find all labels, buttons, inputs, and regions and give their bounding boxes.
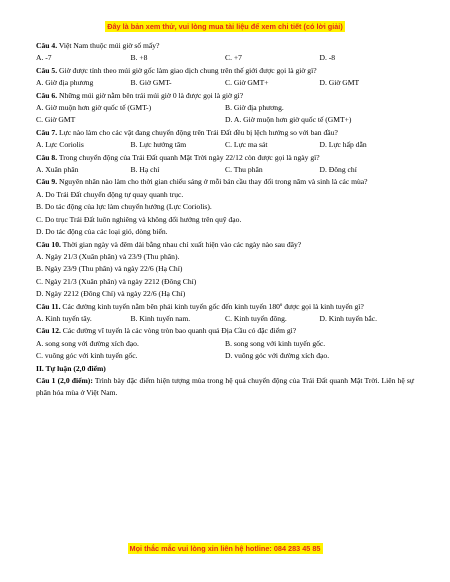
question-text: Những múi giờ nằm bên trái múi giờ 0 là được gọi là giờ gì? bbox=[57, 90, 244, 100]
option-a: A. Ngày 21/3 (Xuân phân) và 23/9 (Thu phân). bbox=[36, 251, 180, 261]
option-d: D. Lực hấp dẫn bbox=[319, 140, 367, 150]
option-a: A. Lực Coriolis bbox=[36, 140, 84, 150]
option-c: C. +7 bbox=[225, 53, 242, 63]
question-10 bbox=[36, 239, 414, 251]
option-b: B. song song với kinh tuyến gốc. bbox=[225, 338, 326, 348]
question-text: Thời gian ngày và đêm dài bằng nhau chỉ xuất hiện vào các ngày nào sau đây? bbox=[60, 239, 302, 249]
question-text: Trình bày đặc điểm hiện tượng mùa trong hệ quả chuyển động của Trái Đất quanh Mặt Trời. Liên hệ sự phân hóa mùa ở Việt Nam. bbox=[36, 375, 414, 398]
question-4-options bbox=[36, 52, 414, 64]
question-9 bbox=[36, 176, 414, 188]
option-c: C. Ngày 21/3 (Xuân phân) và ngày 2212 (Đông Chí) bbox=[36, 276, 197, 286]
question-7-options bbox=[36, 139, 414, 151]
section-heading: II. Tự luận (2,0 điểm) bbox=[36, 363, 106, 373]
option-d: D. Đông chí bbox=[319, 165, 357, 175]
option-a: A. Giờ địa phương bbox=[36, 78, 94, 88]
question-12-options-row2 bbox=[36, 350, 414, 362]
question-8-options bbox=[36, 164, 414, 176]
question-6 bbox=[36, 90, 414, 102]
question-number: Câu 5. bbox=[36, 65, 58, 75]
question-text: Các đường vĩ tuyến là các vòng tròn bao quanh quả Địa Cầu có đặc điểm gì? bbox=[60, 326, 297, 336]
question-5 bbox=[36, 65, 414, 77]
hotline-footer bbox=[0, 544, 450, 553]
question-8 bbox=[36, 152, 414, 164]
question-12 bbox=[36, 325, 414, 337]
question-6-options-row1 bbox=[36, 102, 414, 114]
option-c: C. vuông góc với kinh tuyến gốc. bbox=[36, 351, 138, 361]
option-c: C. Giờ GMT+ bbox=[225, 78, 269, 88]
question-text: Nguyên nhân nào làm cho thời gian chiếu sáng ở mỗi bán cầu thay đổi trong năm và sinh là các mùa? bbox=[57, 177, 368, 187]
option-d: D. -8 bbox=[319, 53, 336, 63]
question-number: Câu 10. bbox=[36, 239, 61, 249]
option-c: C. Do trục Trái Đất luôn nghiêng và không đổi hướng trên quỹ đạo. bbox=[36, 214, 242, 224]
question-number: Câu 12. bbox=[36, 326, 61, 336]
document-body bbox=[36, 40, 414, 400]
option-d: D. vuông góc với đường xích đạo. bbox=[225, 351, 330, 361]
option-b: B. Lực hướng tâm bbox=[130, 140, 187, 150]
option-c: C. Lực ma sát bbox=[225, 140, 268, 150]
hotline-text: Mọi thắc mắc vui lòng xin liên hệ hotline: 084 283 45 85 bbox=[129, 544, 321, 553]
question-4 bbox=[36, 40, 414, 52]
question-text: Các đường kinh tuyến nằm bên phải kinh tuyến gốc đến kinh tuyến 180º được gọi là kinh tuyến gì? bbox=[60, 301, 364, 311]
option-b: B. Hạ chí bbox=[130, 165, 160, 175]
option-a: A. Xuân phân bbox=[36, 165, 79, 175]
option-b: B. Do tác động của lực làm chuyển hướng (Lực Coriolis). bbox=[36, 202, 212, 212]
question-number: Câu 1 (2,0 điểm): bbox=[36, 375, 93, 385]
option-d: D. Kinh tuyến bắc. bbox=[319, 313, 378, 323]
question-number: Câu 7. bbox=[36, 127, 58, 137]
option-c: C. Thu phân bbox=[225, 165, 263, 175]
option-a: A. Kinh tuyến tây. bbox=[36, 313, 92, 323]
option-b: B. Kinh tuyến nam. bbox=[130, 313, 191, 323]
option-d: D. Ngày 2212 (Đông Chí) và ngày 22/6 (Hạ Chí) bbox=[36, 289, 186, 299]
question-number: Câu 8. bbox=[36, 152, 58, 162]
question-text: Trong chuyển động của Trái Đất quanh Mặt Trời ngày 22/12 còn được gọi là ngày gì? bbox=[57, 152, 320, 162]
option-c: C. Giờ GMT bbox=[36, 115, 76, 125]
question-text: Lực nào làm cho các vật đang chuyển động trên Trái Đất đều bị lệch hướng so với ban đầu? bbox=[57, 127, 338, 137]
option-d: D. Giờ GMT bbox=[319, 78, 360, 88]
option-b: B. Giờ địa phương. bbox=[225, 103, 284, 113]
question-text: Giờ được tính theo múi giờ gốc làm giao dịch chung trên thế giới được gọi là giờ gì? bbox=[57, 65, 317, 75]
essay-question-1 bbox=[36, 375, 414, 400]
question-12-options-row1 bbox=[36, 338, 414, 350]
question-5-options bbox=[36, 77, 414, 89]
option-b: B. Ngày 23/9 (Thu phân) và ngày 22/6 (Hạ Chí) bbox=[36, 264, 183, 274]
preview-banner-text: Đây là bản xem thử, vui lòng mua tài liệu để xem chi tiết (có lời giải) bbox=[107, 22, 343, 31]
question-number: Câu 11. bbox=[36, 301, 61, 311]
option-a: A. Giờ muộn hơn giờ quốc tế (GMT-) bbox=[36, 103, 152, 113]
question-number: Câu 6. bbox=[36, 90, 58, 100]
question-number: Câu 4. bbox=[36, 41, 58, 50]
option-c: C. Kinh tuyến đông. bbox=[225, 313, 287, 323]
question-7 bbox=[36, 127, 414, 139]
option-b: B. Giờ GMT- bbox=[130, 78, 172, 88]
option-a: A. -7 bbox=[36, 53, 52, 63]
option-d: D. Do tác động của các loại gió, dòng biển. bbox=[36, 227, 168, 237]
preview-banner bbox=[0, 22, 450, 31]
option-a: A. Do Trái Đất chuyển động tự quay quanh trục. bbox=[36, 189, 184, 199]
question-11 bbox=[36, 301, 414, 313]
question-6-options-row2 bbox=[36, 114, 414, 126]
option-a: A. song song với đường xích đạo. bbox=[36, 338, 139, 348]
option-b: B. +8 bbox=[130, 53, 148, 63]
question-number: Câu 9. bbox=[36, 177, 58, 187]
question-11-options bbox=[36, 313, 414, 325]
option-d: D. A. Giờ muộn hơn giờ quốc tế (GMT+) bbox=[225, 115, 352, 125]
question-text: Việt Nam thuộc múi giờ số mấy? bbox=[57, 41, 160, 50]
